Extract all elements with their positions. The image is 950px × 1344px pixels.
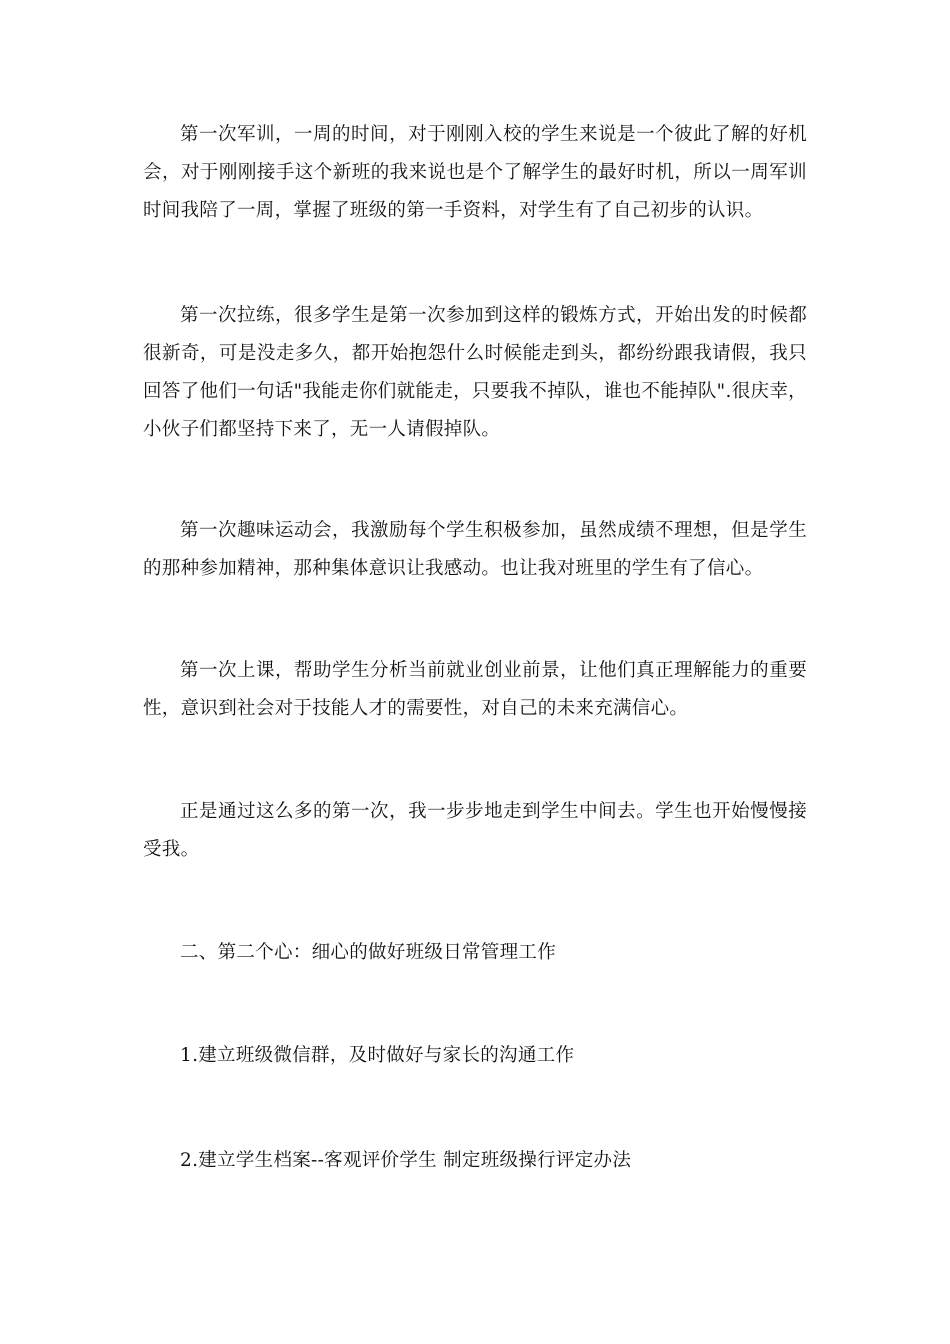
list-item-wechat-group: 1.建立班级微信群，及时做好与家长的沟通工作 — [180, 1045, 575, 1066]
paragraph-hiking-drill: 第一次拉练，很多学生是第一次参加到这样的锻炼方式，开始出发的时候都很新奇，可是没走多久，都开始抱怨什么时候能走到头，都纷纷跟我请假，我只回答了他们一句话"我能走你们就能走，只要我不掉队，谁也不能掉队".很庆幸，小伙子们都坚持下来了，无一人请假掉队。 — [143, 305, 807, 440]
paragraph-first-class: 第一次上课，帮助学生分析当前就业创业前景，让他们真正理解能力的重要性，意识到社会对于技能人才的需要性，对自己的未来充满信心。 — [143, 660, 807, 719]
paragraph-sports-meet: 第一次趣味运动会，我激励每个学生积极参加，虽然成绩不理想，但是学生的那种参加精神，那种集体意识让我感动。也让我对班里的学生有了信心。 — [143, 520, 807, 579]
paragraph-summary: 正是通过这么多的第一次，我一步步地走到学生中间去。学生也开始慢慢接受我。 — [143, 801, 807, 860]
section-heading: 二、第二个心：细心的做好班级日常管理工作 — [180, 942, 557, 963]
paragraph-military-training: 第一次军训，一周的时间，对于刚刚入校的学生来说是一个彼此了解的好机会，对于刚刚接手这个新班的我来说也是个了解学生的最好时机，所以一周军训时间我陪了一周，掌握了班级的第一手资料，对学生有了自己初步的认识。 — [143, 124, 807, 221]
list-item-student-files: 2.建立学生档案--客观评价学生 制定班级操行评定办法 — [180, 1150, 632, 1171]
